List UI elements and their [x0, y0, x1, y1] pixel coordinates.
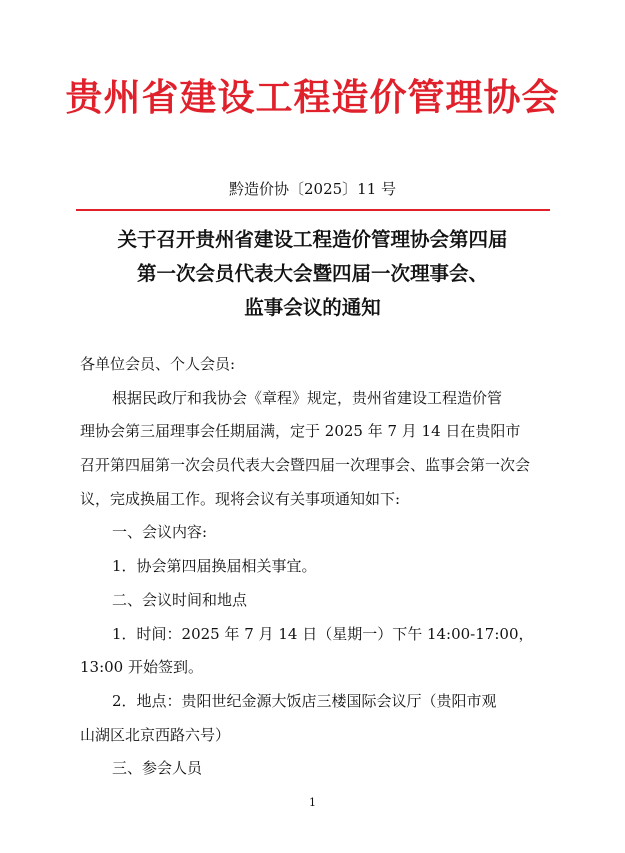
- paragraph-line: 根据民政厅和我协会《章程》规定，贵州省建设工程造价管: [112, 388, 503, 407]
- meeting-time-continued: 13:00 开始签到。: [80, 658, 203, 677]
- page-number: 1: [309, 796, 316, 809]
- paragraph-line: 理协会第三届理事会任期届满，定于 2025 年 7 月 14 日在贵阳市: [80, 422, 521, 441]
- meeting-place: 2．地点：贵阳世纪金源大饭店三楼国际会议厅（贵阳市观: [112, 691, 497, 710]
- red-divider-line: [76, 209, 550, 211]
- meeting-place-continued: 山湖区北京西路六号）: [80, 725, 231, 744]
- section-heading: 二、会议时间和地点: [112, 590, 248, 609]
- notice-title-line: 第一次会员代表大会暨四届一次理事会、: [136, 262, 488, 285]
- paragraph-line: 议，完成换届工作。现将会议有关事项通知如下:: [80, 489, 401, 508]
- organization-title: 贵州省建设工程造价管理协会: [65, 75, 560, 119]
- salutation: 各单位会员、个人会员:: [80, 355, 236, 373]
- notice-title: [60, 223, 565, 325]
- notice-body: [80, 348, 554, 786]
- section-heading: 三、参会人员: [112, 759, 203, 778]
- document-number: 黔造价协〔2025〕11 号: [228, 180, 397, 198]
- meeting-time: 1．时间：2025 年 7 月 14 日（星期一）下午 14:00-17:00，: [112, 624, 534, 643]
- notice-title-line: 关于召开贵州省建设工程造价管理协会第四届: [117, 228, 508, 251]
- notice-title-line: 监事会议的通知: [244, 296, 381, 319]
- section-heading: 一、会议内容:: [112, 523, 208, 542]
- paragraph-line: 召开第四届第一次会员代表大会暨四届一次理事会、监事会第一次会: [80, 456, 531, 475]
- list-item: 1．协会第四届换届相关事宜。: [112, 557, 317, 576]
